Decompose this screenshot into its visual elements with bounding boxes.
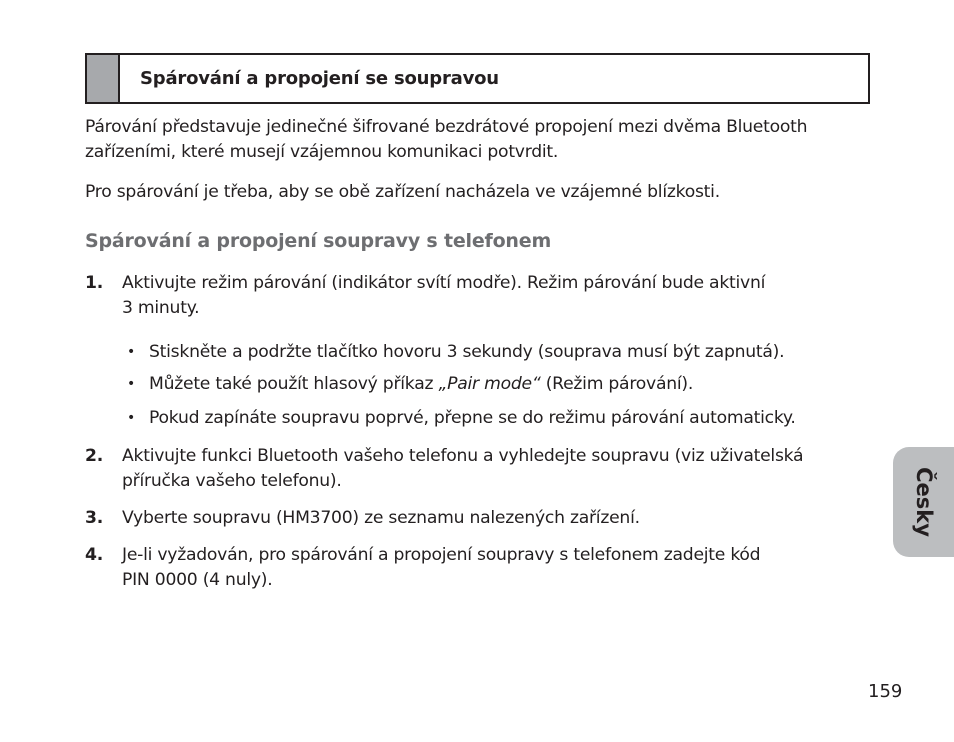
step-3 [85, 506, 875, 531]
step-text-line: PIN 0000 (4 nuly). [122, 570, 273, 590]
bullet-text-part: (Režim párování). [540, 374, 694, 394]
step-2 [85, 444, 875, 494]
intro-paragraph-1: Párování představuje jedinečné šifrované bezdrátové propojení mezi dvěma Bluetooth zařízeními, které musejí vzájemnou komunikaci potvrdit. [85, 117, 808, 162]
step-text-line: Aktivujte funkci Bluetooth vašeho telefonu a vyhledejte soupravu (viz uživatelská [122, 446, 804, 466]
step-number: 3. [85, 508, 103, 528]
voice-command: „Pair mode“ [438, 374, 541, 394]
bullet-item-3 [127, 406, 867, 431]
bullet-dot: • [127, 410, 136, 426]
step-number: 2. [85, 446, 103, 466]
section-header [85, 53, 870, 104]
language-tab [893, 447, 954, 557]
bullet-text [149, 372, 867, 397]
bullet-item-2 [127, 372, 867, 397]
section-title: Spárování a propojení se soupravou [140, 68, 499, 89]
step-text-line: Vyberte soupravu (HM3700) ze seznamu nalezených zařízení. [122, 508, 640, 528]
bullet-text-part: Můžete také použít hlasový příkaz [149, 374, 439, 394]
step-text-line: příručka vašeho telefonu). [122, 471, 342, 491]
bullet-item-1 [127, 340, 867, 365]
page-number: 159 [868, 681, 903, 702]
bullet-dot: • [127, 376, 136, 392]
step-text-line: 3 minuty. [122, 298, 200, 318]
step-4 [85, 543, 875, 593]
step-number: 4. [85, 545, 103, 565]
language-tab-label: Česky [911, 467, 936, 537]
step-text-line: Je-li vyžadován, pro spárování a propojení soupravy s telefonem zadejte kód [122, 545, 761, 565]
bullet-text: Pokud zapínáte soupravu poprvé, přepne se do režimu párování automaticky. [149, 408, 796, 428]
step-1 [85, 271, 875, 321]
bullet-text: Stiskněte a podržte tlačítko hovoru 3 sekundy (souprava musí být zapnutá). [149, 342, 785, 362]
step-number: 1. [85, 273, 103, 293]
step-text-line: Aktivujte režim párování (indikátor svítí modře). Režim párování bude aktivní [122, 273, 766, 293]
intro-paragraph-2: Pro spárování je třeba, aby se obě zařízení nacházela ve vzájemné blízkosti. [85, 182, 720, 202]
bullet-dot: • [127, 344, 136, 360]
section-marker [87, 55, 120, 102]
subheading: Spárování a propojení soupravy s telefonem [85, 230, 552, 252]
